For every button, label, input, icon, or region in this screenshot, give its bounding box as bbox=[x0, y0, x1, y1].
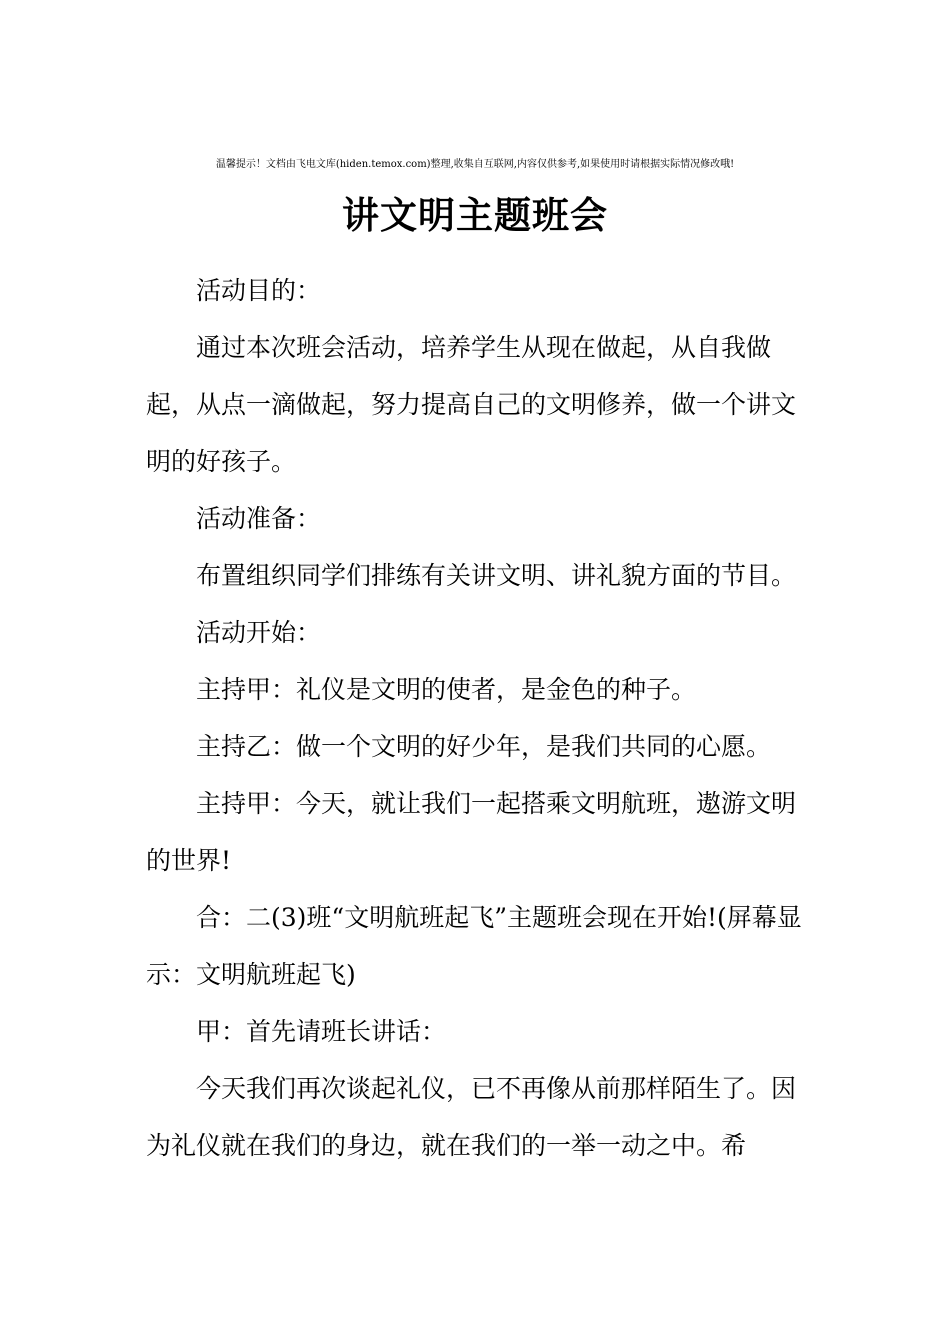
paragraph: 甲：首先请班长讲话： bbox=[196, 1017, 447, 1046]
paragraph: 活动目的： bbox=[196, 276, 322, 305]
paragraph: 通过本次班会活动，培养学生从现在做起，从自我做起，从点一滴做起，努力提高自己的文明修养，做一个讲文明的好孩子。 bbox=[146, 333, 797, 476]
paragraph: 主持乙：做一个文明的好少年，是我们共同的心愿。 bbox=[196, 732, 772, 761]
paragraph: 今天我们再次谈起礼仪，已不再像从前那样陌生了。因为礼仪就在我们的身边，就在我们的一举一动之中。希 bbox=[146, 1074, 797, 1160]
header-notice: 温馨提示！文档由飞电文库(hiden.temox.com)整理,收集自互联网,内容仅供参考,如果使用时请根据实际情况修改哦! bbox=[215, 159, 735, 170]
paragraph: 布置组织同学们排练有关讲文明、讲礼貌方面的节目。 bbox=[196, 561, 797, 590]
paragraph: 合：二(3)班“文明航班起飞”主题班会现在开始!(屏幕显示：文明航班起飞) bbox=[146, 903, 802, 989]
paragraph: 活动开始： bbox=[196, 618, 322, 647]
paragraph: 主持甲：今天，就让我们一起搭乘文明航班，遨游文明的世界! bbox=[146, 789, 797, 875]
paragraph: 活动准备： bbox=[196, 504, 322, 533]
document-title: 讲文明主题班会 bbox=[342, 193, 608, 237]
document-body bbox=[146, 262, 806, 1174]
paragraph: 主持甲：礼仪是文明的使者，是金色的种子。 bbox=[196, 675, 697, 704]
